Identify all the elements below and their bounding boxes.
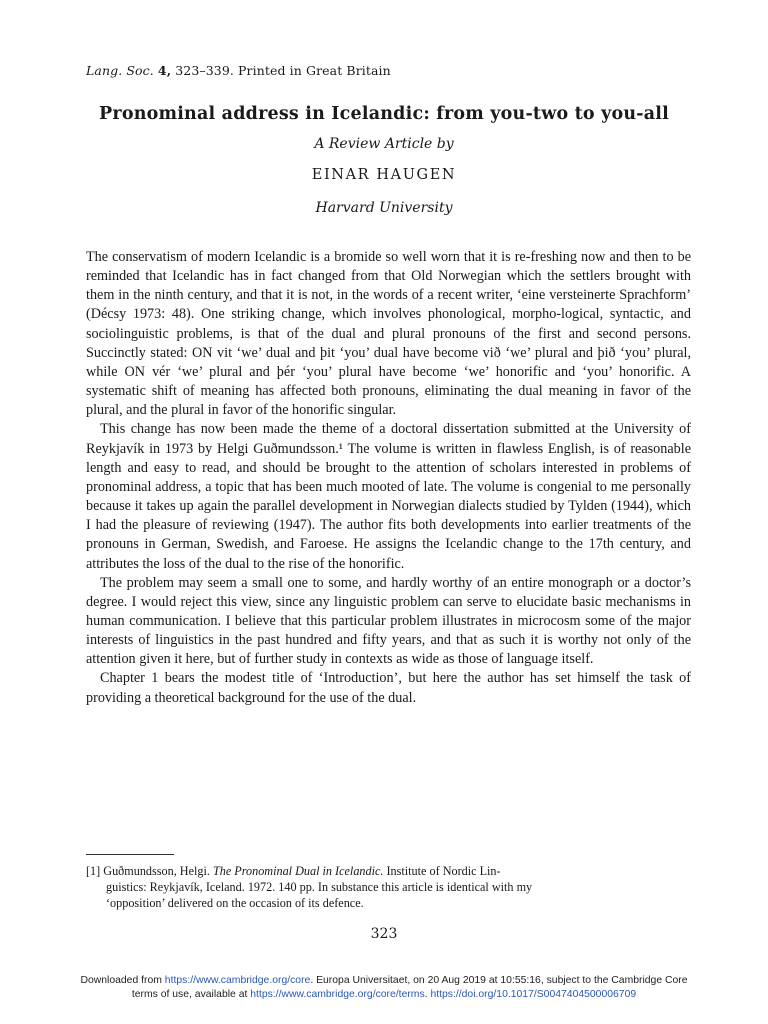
core-link[interactable]: https://www.cambridge.org/core [164,975,311,986]
running-head [86,63,391,78]
article-subtitle: A Review Article by [314,136,454,152]
footnote-text: guistics: Reykjavík, Iceland. 1972. 140 pp. In substance this article is identical with my [106,880,533,894]
footnote-divider [86,854,174,855]
paragraph: This change has now been made the theme of a doctoral dissertation submitted at the University of Reykjavík in 1973 by Helgi Guðmundsson.¹ The volume is written in flawless English, is of reasonable length and easy to read, and should be brought to the attention of scholars interested in problems of pronominal address, a topic that has been much mooted of late. The volume is congenial to me personally because it takes up again the parallel development in Norwegian dialects studied by Tylden (1944), which I had the pleasure of reviewing (1947). The author fits both developments into earlier treatments of the pronouns in German, Swedish, and Faroese. He assigns the Icelandic change to the 17th century, and attributes the loss of the dual to the rise of the honorific. [86,421,691,572]
footnote-text: Institute of Nordic Lin- [383,864,501,878]
paragraph: The problem may seem a small one to some, and hardly worthy of an entire monograph or a doctor’s degree. I would reject this view, since any linguistic problem can serve to elucidate basic mechanisms in human communication. I believe that this particular problem illustrates in microcosm some of the major interests of linguistics in the past hundred and fifty years, and that as such it is worthy not only of the attention given it here, but of further study in contexts as wide as those of language itself. [86,574,691,668]
article-body [86,248,691,708]
journal-name: Lang. Soc. [86,63,154,78]
page-number: 323 [370,926,398,942]
volume-number: 4, [157,63,172,78]
paragraph: Chapter 1 bears the modest title of ‘Introduction’, but here the author has set himself the task of providing a theoretical background for the use of the dual. [86,670,691,706]
author-name: EINAR HAUGEN [311,167,457,183]
doi-link[interactable]: https://doi.org/10.1017/S0047404500006709 [430,989,637,1000]
download-prefix: Downloaded from [80,975,165,986]
terms-prefix: terms of use, available at [131,989,251,1000]
author-affiliation: Harvard University [315,200,453,216]
footnote [86,863,691,911]
terms-link[interactable]: https://www.cambridge.org/core/terms [250,989,425,1000]
footnote-text: ‘opposition’ delivered on the occasion of its defence. [106,896,364,910]
separator: . [424,989,431,1000]
page-range-printed: 323–339. Printed in Great Britain [171,63,391,78]
article-title: Pronominal address in Icelandic: from you-two to you-all [99,104,669,124]
footnote-book-title: The Pronominal Dual in Icelandic. [212,864,384,878]
footnote-marker: [1] [86,864,101,878]
download-notice [0,974,768,1002]
footnote-author: Guðmundsson, Helgi. [103,864,210,878]
paragraph: The conservatism of modern Icelandic is a bromide so well worn that it is re-freshing now and then to be reminded that Icelandic has in fact changed from that Old Norwegian which the settlers brought with them in the ninth century, and that it is not, in the words of a recent writer, ‘eine versteinerte Sprachform’ (Décsy 1973: 48). One striking change, which involves phonological, morpho-logical, syntactic, and sociolinguistic problems, is that of the dual and plural pronouns of the first and second persons. Succinctly stated: ON vit ‘we’ dual and þit ‘you’ dual have become við ‘we’ plural and þið ‘you’ plural, while ON vér ‘we’ plural and þér ‘you’ plural have become ‘we’ honorific and ‘you’ honorific. A systematic shift of meaning has affected both pronouns, eliminating the dual meaning in favor of the plural, and the plural in favor of the honorific singular. [86,249,691,419]
download-details: . Europa Universitaet, on 20 Aug 2019 at 10:55:16, subject to the Cambridge Core [310,975,688,986]
